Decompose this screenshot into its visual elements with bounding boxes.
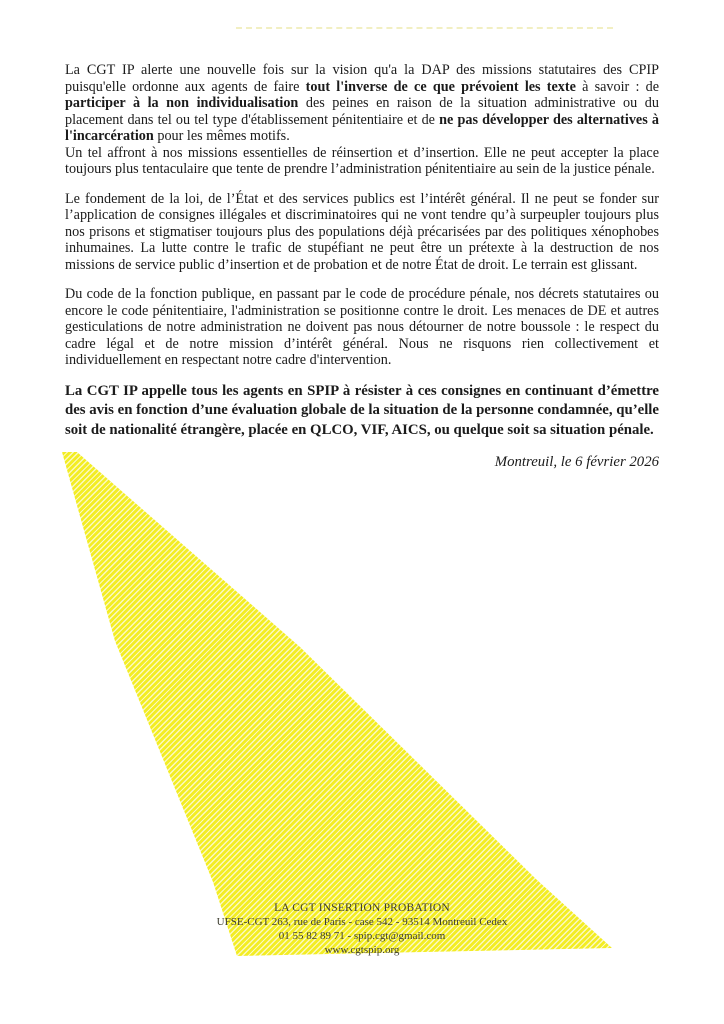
date-line: Montreuil, le 6 février 2026 xyxy=(494,454,659,471)
footer-contact-block xyxy=(0,901,724,957)
paragraph-call-to-action: La CGT IP appelle tous les agents en SPIP à résister à ces consignes en continuant d’émettre des avis en fonction d’une évaluation globale de la situation de la personne condamnée, qu’elle soit de nationalité étrangère, placée en QLCO, VIF, AICS, ou quelque soit sa situation pénale. xyxy=(65,382,659,438)
paragraph-code-fonction-publique: Du code de la fonction publique, en passant par le code de procédure pénale, nos décrets statutaires ou encore le code pénitentiaire, l'administration se positionne contre le droit. Les menaces de DE et autres gesticulations de notre administration ne doivent pas nous détourner de notre boussole : le respect du cadre légal et de notre mission d’intérêt général. Nous ne risquons rien collectivement et individuellement en respectant notre cadre d'intervention. xyxy=(65,286,659,368)
top-dashed-divider xyxy=(236,27,613,29)
document-body xyxy=(65,62,659,471)
footer-org-name: LA CGT INSERTION PROBATION xyxy=(274,902,450,914)
paragraph-fondement-loi: Le fondement de la loi, de l’État et des services publics est l’intérêt général. Il ne peut se fonder sur l’application de consignes illégales et discriminatoires qui ne vont tendre qu’à surpeupler toujours plus nos prisons et stigmatiser toujours plus des populations déjà précarisées par des politiques xénophobes inhumaines. La lutte contre le trafic de stupéfiant ne peut être un prétexte à la destruction de nos missions de service public d’insertion et de probation et de notre État de droit. Le terrain est glissant. xyxy=(65,190,659,273)
paragraph-affront-missions: Un tel affront à nos missions essentielles de réinsertion et d’insertion. Elle ne peut accepter la place toujours plus tentaculaire que tente de prendre l’administration pénitentiaire au sein de la justice pénale. xyxy=(65,144,659,177)
footer-address: UFSE-CGT 263, rue de Paris - case 542 - 93514 Montreuil Cedex xyxy=(216,916,508,928)
footer-phone-email: 01 55 82 89 71 - spip.cgt@gmail.com xyxy=(278,930,446,942)
footer-website: www.cgtspip.org xyxy=(324,944,400,956)
paragraph-alert-dap: La CGT IP alerte une nouvelle fois sur la vision qu'a la DAP des missions statutaires des CPIP puisqu'elle ordonne aux agents de faire tout l'inverse de ce que prévoient les texte à savoir : de participer à la non individualisation des peines en raison de la situation administrative ou du placement dans tel ou tel type d'établissement pénitentiaire et de ne pas développer des alternatives à l'incarcération pour les mêmes motifs. xyxy=(65,62,659,144)
